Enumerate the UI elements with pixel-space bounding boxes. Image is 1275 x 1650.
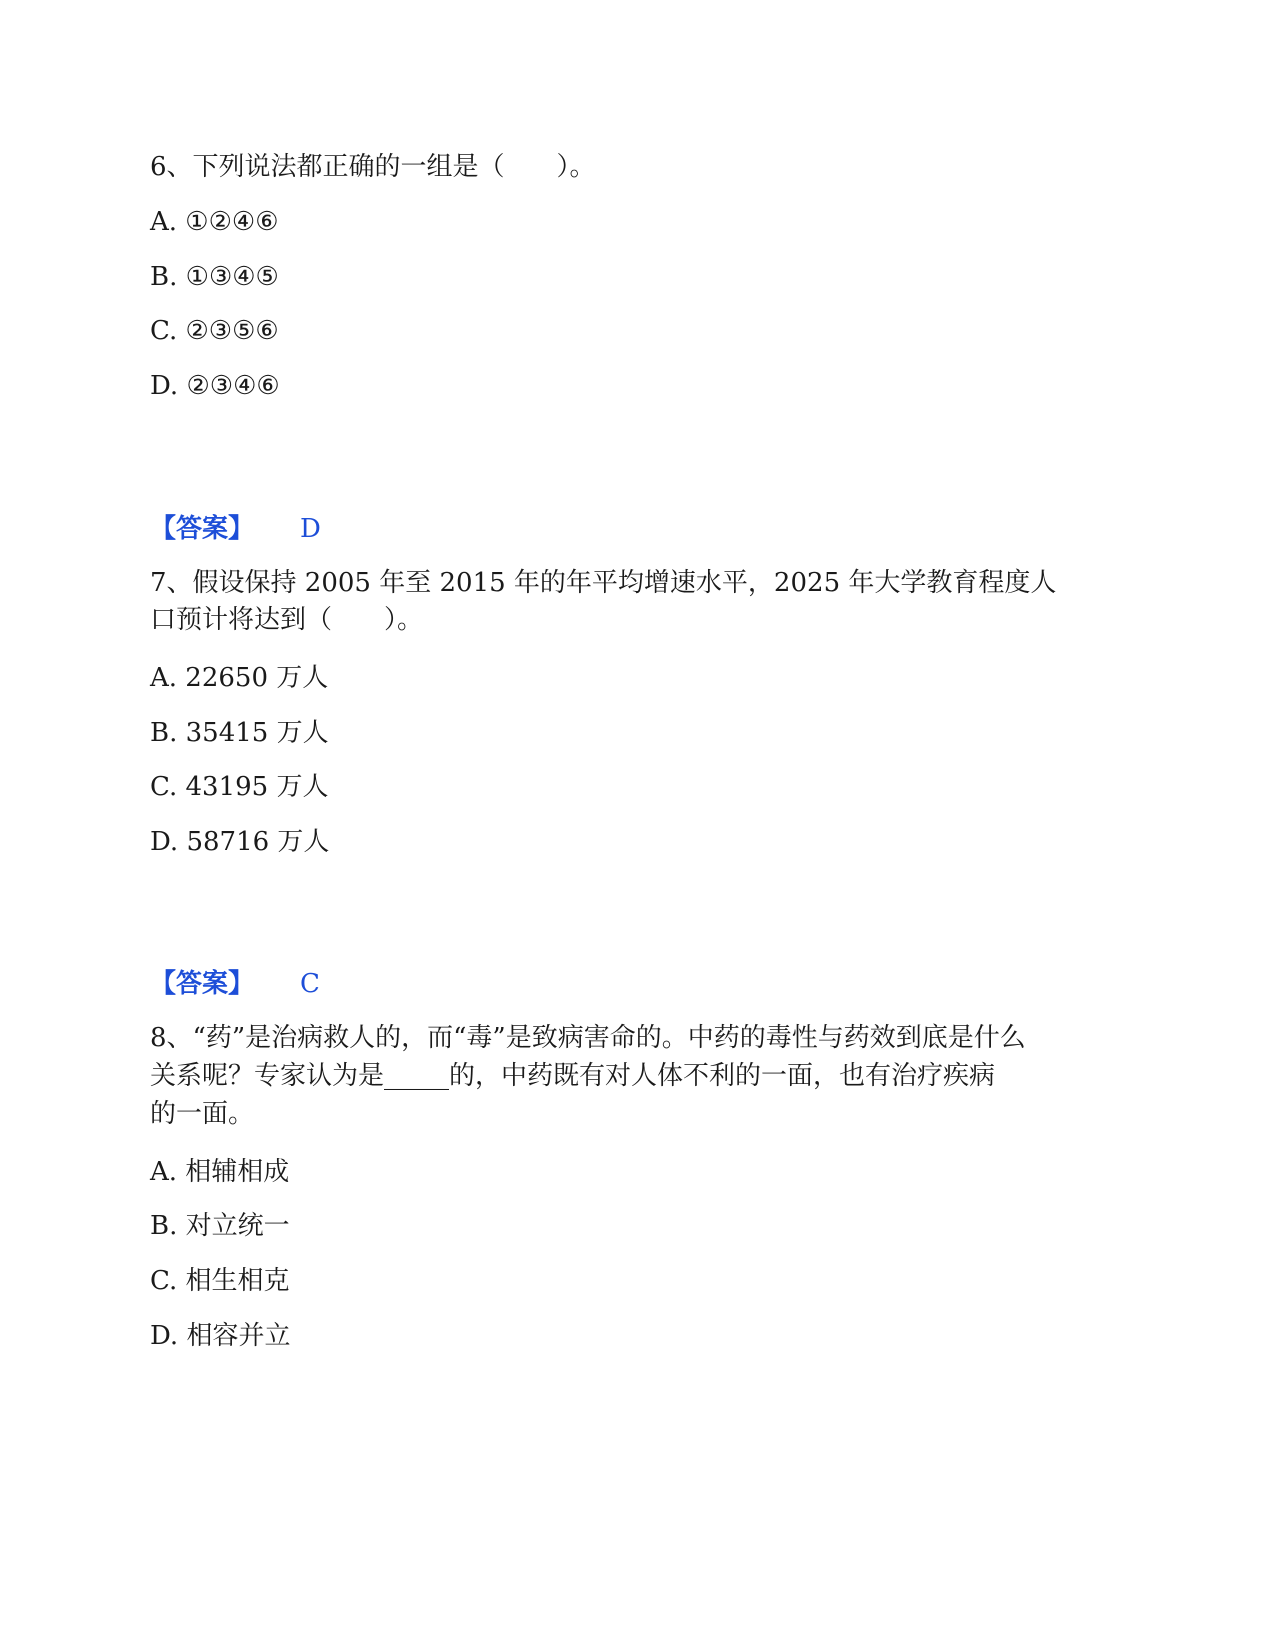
- answer-label: 【答案】: [150, 514, 255, 544]
- question-7-stem-line-1: 7、假设保持 2005 年至 2015 年的年平均增速水平，2025 年大学教育程度人: [150, 568, 1057, 598]
- question-7-answer: [150, 967, 320, 1001]
- question-8-option-d: D. 相容并立: [150, 1321, 291, 1351]
- question-7-option-c: C. 43195 万人: [150, 772, 329, 802]
- answer-value: D: [300, 514, 321, 544]
- question-8-stem-line-3: 的一面。: [150, 1099, 255, 1129]
- question-6-option-a: A. ①②④⑥: [150, 207, 279, 237]
- question-8-option-c: C. 相生相克: [150, 1266, 290, 1296]
- question-6-option-d: D. ②③④⑥: [150, 371, 280, 401]
- question-6-option-c: C. ②③⑤⑥: [150, 316, 279, 346]
- question-8-stem-line-1: 8、“药”是治病救人的，而“毒”是致病害命的。中药的毒性与药效到底是什么: [150, 1023, 1026, 1053]
- question-6-stem: 6、下列说法都正确的一组是（ ）。: [150, 152, 596, 182]
- answer-label: 【答案】: [150, 969, 255, 999]
- question-7-option-b: B. 35415 万人: [150, 718, 329, 748]
- question-8-option-b: B. 对立统一: [150, 1211, 290, 1241]
- question-6-answer: [150, 512, 321, 546]
- question-7-option-d: D. 58716 万人: [150, 827, 330, 857]
- question-7-stem-line-2: 口预计将达到（ ）。: [150, 605, 424, 635]
- answer-value: C: [300, 969, 320, 999]
- question-7-option-a: A. 22650 万人: [150, 663, 329, 693]
- question-8-option-a: A. 相辅相成: [150, 1157, 290, 1187]
- question-8-stem-line-2: 关系呢？专家认为是_____的，中药既有对人体不利的一面，也有治疗疾病: [150, 1061, 996, 1091]
- question-6-option-b: B. ①③④⑤: [150, 262, 279, 292]
